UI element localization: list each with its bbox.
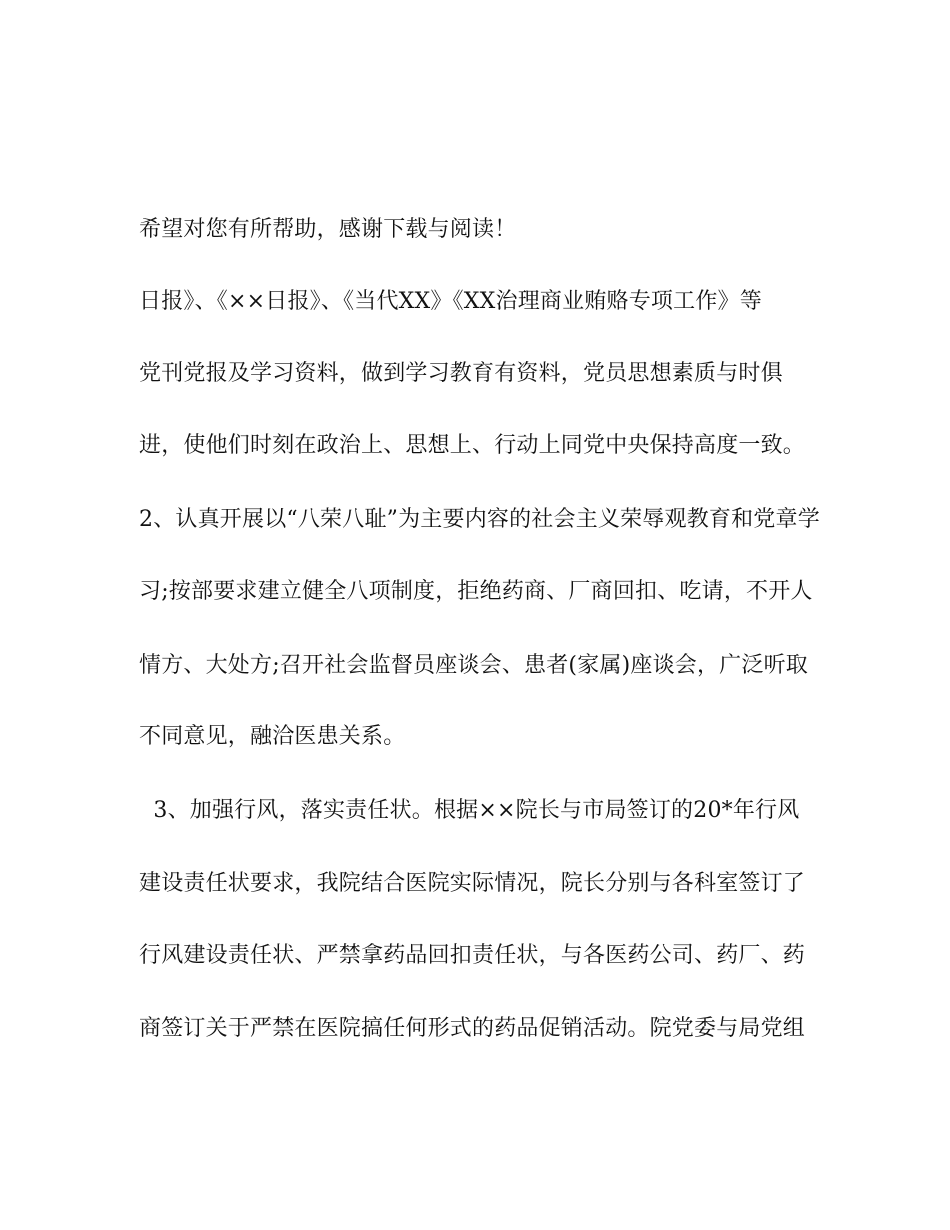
text-line: 行风建设责任状、严禁拿药品回扣责任状，与各医药公司、药厂、药	[139, 943, 806, 968]
text-line: 党刊党报及学习资料，做到学习教育有资料，党员思想素质与时俱	[139, 361, 783, 386]
text-line: 情方、大处方;召开社会监督员座谈会、患者(家属)座谈会，广泛听取	[139, 653, 808, 678]
text-line: 日报》、《××日报》、《当代XX》《XX治理商业贿赂专项工作》等	[139, 289, 762, 314]
text-line: 习;按部要求建立健全八项制度，拒绝药商、厂商回扣、吃请，不开人	[139, 579, 813, 604]
text-line-closing-note: 希望对您有所帮助，感谢下载与阅读！	[139, 217, 517, 242]
text-line: 进，使他们时刻在政治上、思想上、行动上同党中央保持高度一致。	[139, 433, 806, 458]
text-line: 不同意见，融洽医患关系。	[139, 724, 406, 749]
text-line: 2、认真开展以“八荣八耻”为主要内容的社会主义荣辱观教育和党章学	[139, 507, 820, 532]
text-line: 商签订关于严禁在医院搞任何形式的药品促销活动。院党委与局党组	[139, 1016, 806, 1041]
text-line-paragraph-start: 3、加强行风，落实责任状。根据××院长与市局签订的20*年行风	[139, 798, 800, 823]
text-line: 建设责任状要求，我院结合医院实际情况，院长分别与各科室签订了	[139, 871, 806, 896]
